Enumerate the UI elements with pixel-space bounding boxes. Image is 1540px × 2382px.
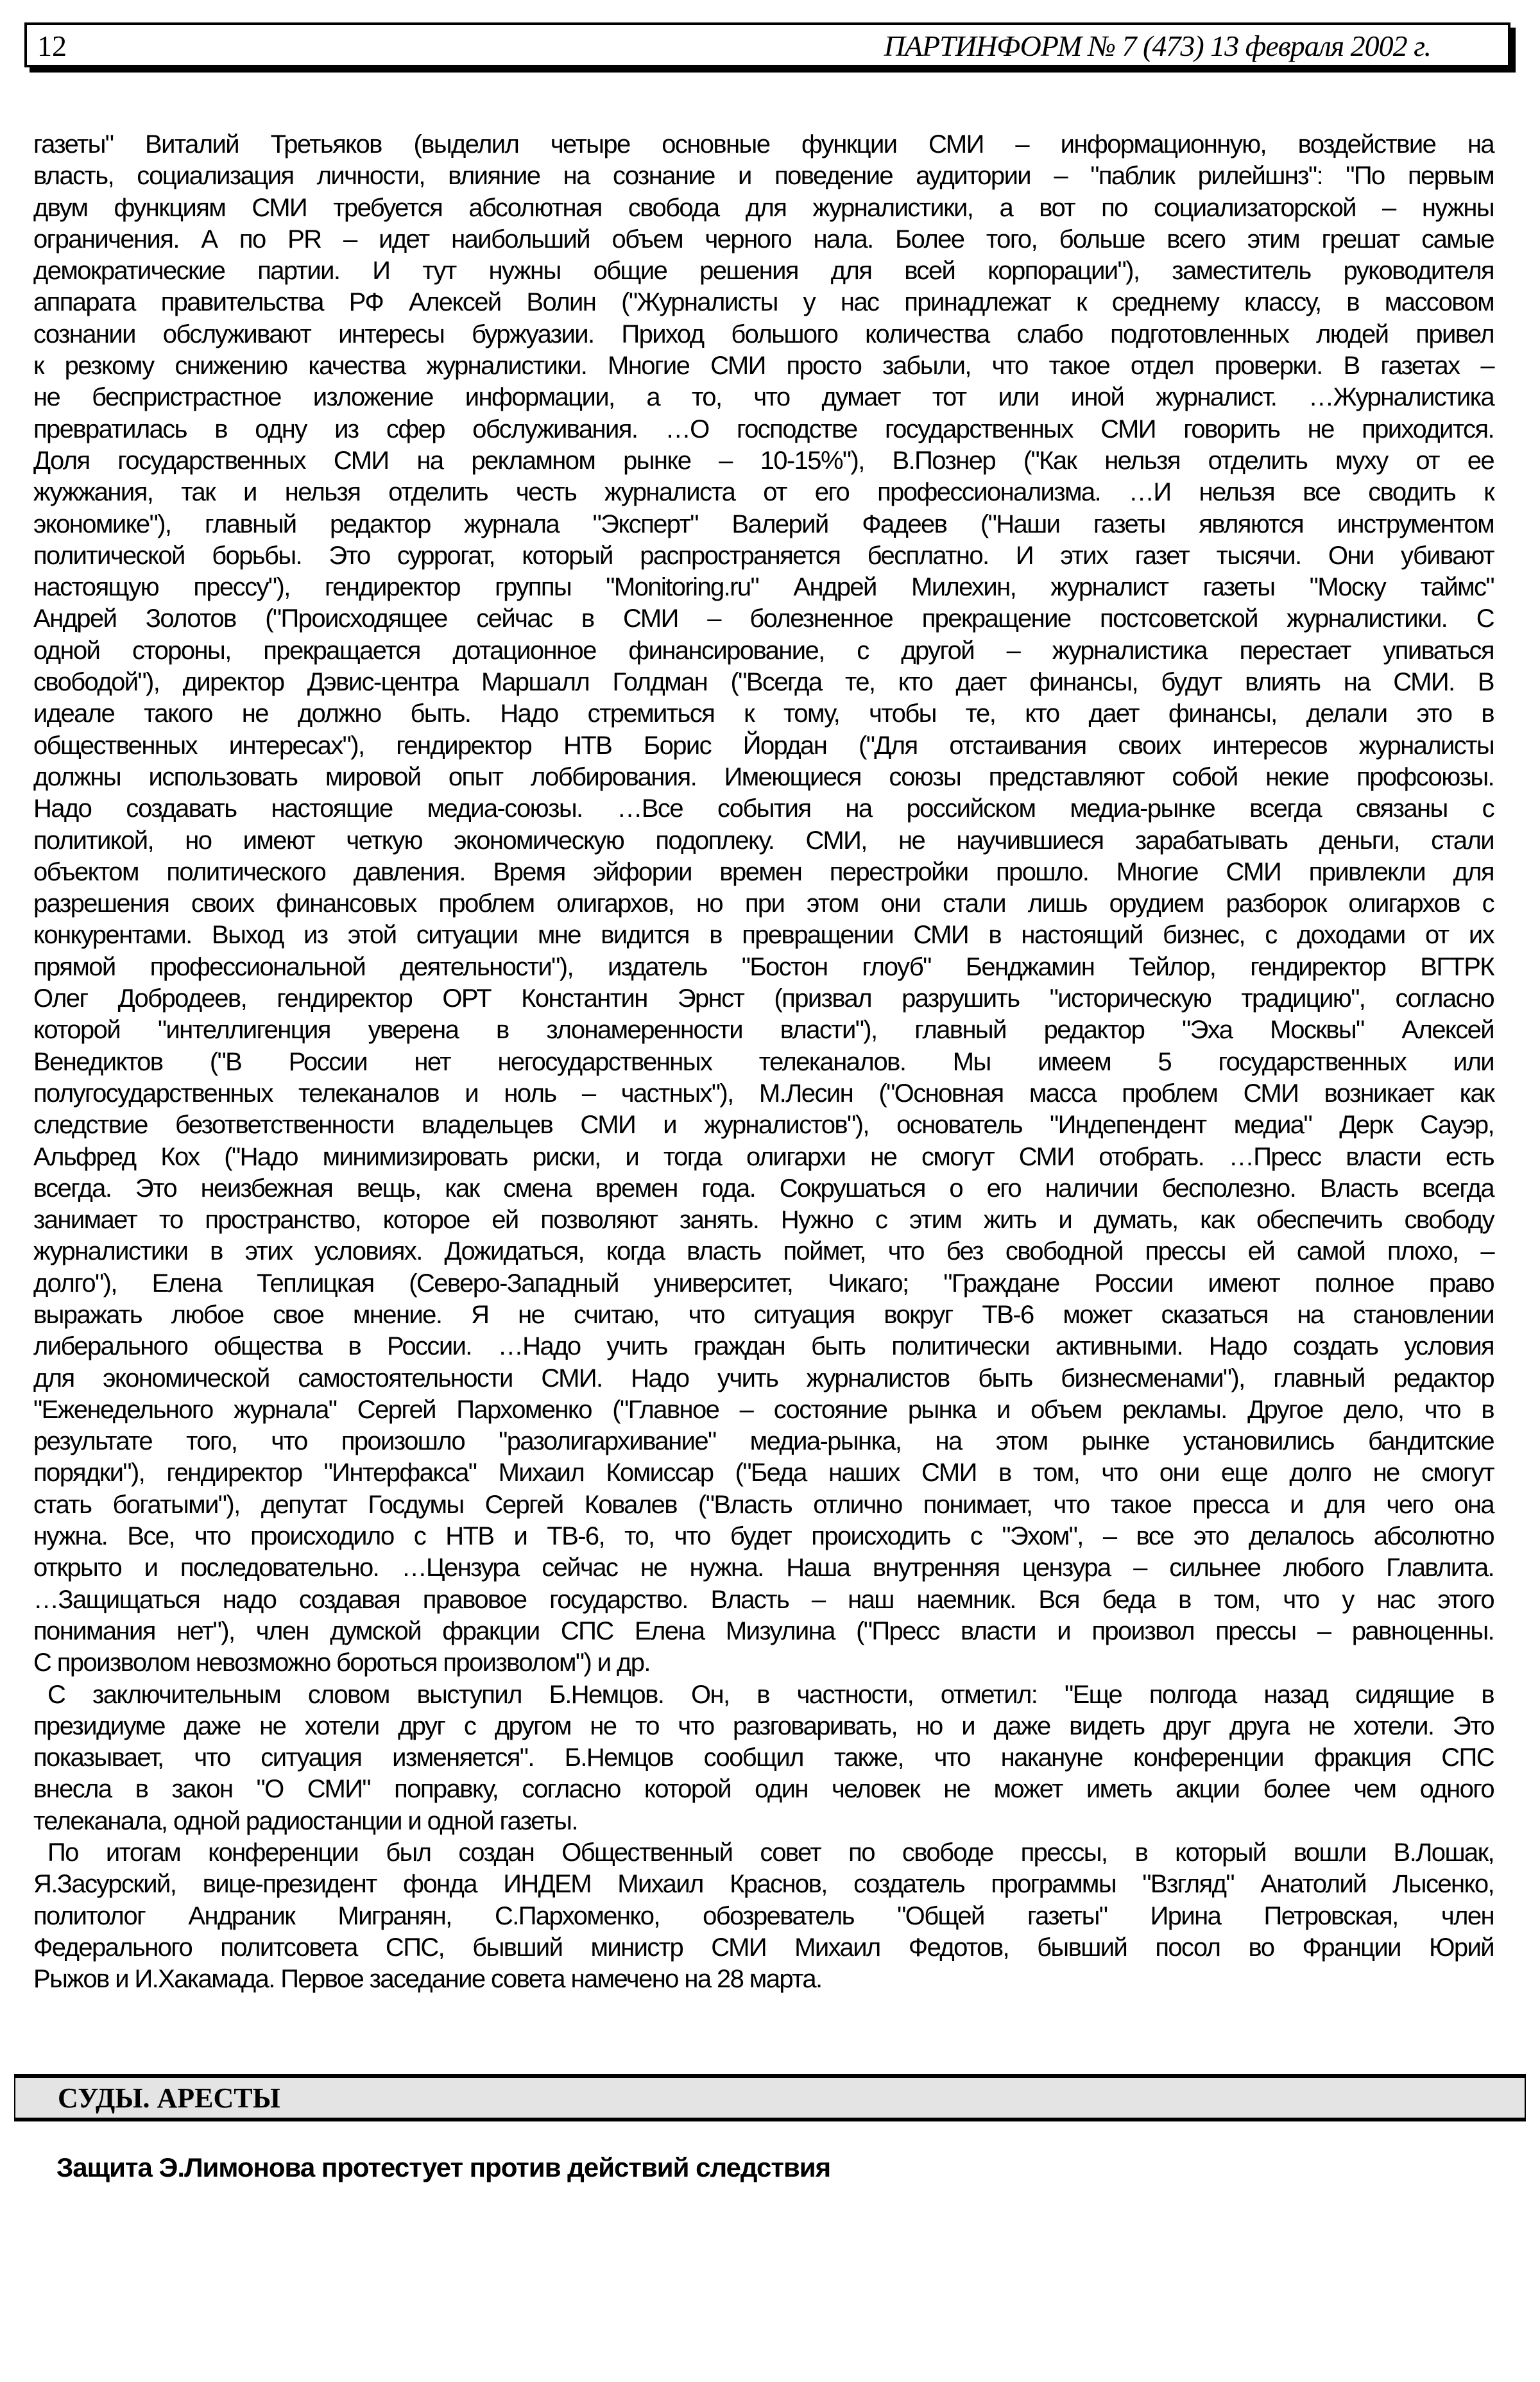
text-line: одной стороны, прекращается дотационное финансирование, с другой – журналистика перестает упиваться [33, 636, 1494, 665]
text-line: идеале такого не должно быть. Надо стремиться к тому, чтобы те, кто дает финансы, делали это в [33, 699, 1494, 728]
text-line: газеты" Виталий Третьяков (выделил четыре основные функции СМИ – информационную, воздействие на [33, 130, 1494, 159]
text-line: жужжания, так и нельзя отделить честь журналиста от его профессионализма. …И нельзя все сводить к [33, 478, 1494, 507]
text-line: для экономической самостоятельности СМИ. Надо учить журналистов быть бизнесменами"), главный редактор [33, 1364, 1494, 1392]
text-line: либерального общества в России. …Надо учить граждан быть политически активными. Надо создать условия [33, 1332, 1494, 1361]
text-line: ограничения. А по PR – идет наибольший объем черного нала. Более того, больше всего этим грешат самые [33, 225, 1494, 253]
text-line: превратилась в одну из сфер обслуживания. …О господстве государственных СМИ говорить не приходится. [33, 415, 1494, 443]
text-line: выражать любое свое мнение. Я не считаю, что ситуация вокруг ТВ-6 может сказаться на становлении [33, 1300, 1494, 1329]
text-line: президиуме даже не хотели друг с другом не то что разговаривать, но и даже видеть друг друга не хотели. Это [33, 1711, 1494, 1740]
text-line: …Защищаться надо создавая правовое государство. Власть – наш наемник. Вся беда в том, что у нас этого [33, 1585, 1494, 1614]
text-line: Андрей Золотов ("Происходящее сейчас в СМИ – болезненное прекращение постсоветской журналистики. С [33, 604, 1494, 633]
page-number: 12 [37, 30, 67, 62]
text-line: показывает, что ситуация изменяется". Б.Немцов сообщил также, что накануне конференции фракция СПС [33, 1744, 1494, 1772]
text-line: результате того, что произошло "разолигархивание" медиа-рынка, на этом рынке установились бандитские [33, 1427, 1494, 1456]
text-line: Надо создавать настоящие медиа-союзы. …Все события на российском медиа-рынке всегда связаны с [33, 794, 1494, 823]
text-line: политической борьбы. Это суррогат, который распространяется бесплатно. И этих газет тысячи. Они убивают [33, 541, 1494, 570]
text-line: занимает то пространство, которое ей позволяют занять. Нужно с этим жить и думать, как обеспечить свободу [33, 1206, 1494, 1235]
text-line: Рыжов и И.Хакамада. Первое заседание совета намечено на 28 марта. [33, 1965, 822, 1994]
text-line: порядки"), гендиректор "Интерфакса" Михаил Комиссар ("Беда наших СМИ в том, что они еще долго не смогут [33, 1459, 1494, 1487]
text-line: должны использовать мировой опыт лоббирования. Имеющиеся союзы представляют собой некие профсоюзы. [33, 762, 1494, 791]
text-line: власть, социализация личности, влияние на сознание и поведение аудитории – "паблик рилейшнз": "По первым [33, 162, 1494, 191]
text-line: Альфред Кох ("Надо минимизировать риски, и тогда олигархи не смогут СМИ отобрать. …Пресс власти есть [33, 1142, 1494, 1171]
text-line: к резкому снижению качества журналистики. Многие СМИ просто забыли, что такое отдел проверки. В газетах – [33, 352, 1494, 381]
text-line: С произволом невозможно бороться произволом") и др. [33, 1649, 650, 1677]
text-line: телеканала, одной радиостанции и одной газеты. [33, 1806, 578, 1835]
article-headline: Защита Э.Лимонова протестует против действий следствия [56, 2152, 831, 2182]
text-line: экономике"), главный редактор журнала "Эксперт" Валерий Фадеев ("Наши газеты являются инструментом [33, 510, 1494, 538]
text-line: политолог Андраник Мигранян, С.Пархоменко, обозреватель "Общей газеты" Ирина Петровская, член [33, 1901, 1494, 1930]
text-line: полугосударственных телеканалов и ноль – частных"), М.Лесин ("Основная масса проблем СМИ возникает как [33, 1079, 1494, 1108]
text-line: политикой, но имеют четкую экономическую подоплеку. СМИ, не научившиеся зарабатывать деньги, стали [33, 826, 1494, 855]
text-line: журналистики в этих условиях. Дожидаться, когда власть поймет, что без свободной прессы ей самой плохо, – [33, 1237, 1494, 1266]
text-line: открыто и последовательно. …Цензура сейчас не нужна. Наша внутренняя цензура – сильнее любого Главлита. [33, 1554, 1494, 1582]
text-line: сознании обслуживают интересы буржуазии. Приход большого количества слабо подготовленных людей привел [33, 320, 1494, 348]
text-line: стать богатыми"), депутат Госдумы Сергей Ковалев ("Власть отлично понимает, что такое пресса и для чего она [33, 1490, 1494, 1519]
text-line: С заключительным словом выступил Б.Немцов. Он, в частности, отметил: "Еще полгода назад сидящие в [47, 1680, 1494, 1709]
text-line: объектом политического давления. Время эйфории времен перестройки прошло. Многие СМИ привлекли для [33, 857, 1494, 886]
text-line: конкурентами. Выход из этой ситуации мне видится в превращении СМИ в настоящий бизнес, с доходами от их [33, 921, 1494, 950]
text-line: Венедиктов ("В России нет негосударственных телеканалов. Мы имеем 5 государственных или [33, 1047, 1494, 1076]
text-line: нужна. Все, что происходило с НТВ и ТВ-6, то, что будет происходить с "Эхом", – все это делалось абсолютно [33, 1522, 1494, 1551]
text-line: Доля государственных СМИ на рекламном рынке – 10-15%"), В.Познер ("Как нельзя отделить муху от ее [33, 446, 1494, 475]
text-line: всегда. Это неизбежная вещь, как смена времен года. Сокрушаться о его наличии бесполезно. Власть всегда [33, 1174, 1494, 1203]
text-line: свободой"), директор Дэвис-центра Маршалл Голдман ("Всегда те, кто дает финансы, будут влиять на СМИ. В [33, 668, 1494, 697]
text-line: "Еженедельного журнала" Сергей Пархоменко ("Главное – состояние рынка и объем рекламы. Другое дело, что в [33, 1395, 1494, 1424]
section-title: СУДЫ. АРЕСТЫ [58, 2082, 280, 2114]
text-line: настоящую прессу"), гендиректор группы "Monitoring.ru" Андрей Милехин, журналист газеты "Моску таймс" [33, 573, 1494, 602]
text-line: двум функциям СМИ требуется абсолютная свобода для журналистики, а вот по социализаторской – нужны [33, 193, 1494, 222]
text-line: демократические партии. И тут нужны общие решения для всей корпорации"), заместитель руководителя [33, 257, 1494, 286]
text-line: которой "интеллигенция уверена в злонамеренности власти"), главный редактор "Эха Москвы" Алексей [33, 1016, 1494, 1045]
section-header [14, 2074, 1526, 2121]
text-line: понимания нет"), член думской фракции СПС Елена Мизулина ("Пресс власти и произвол прессы – равноценны. [33, 1616, 1494, 1645]
page-header [24, 22, 1510, 67]
text-line: Я.Засурский, вице-президент фонда ИНДЕМ Михаил Краснов, создатель программы "Взгляд" Анатолий Лысенко, [33, 1870, 1494, 1899]
text-line: аппарата правительства РФ Алексей Волин ("Журналисты у нас принадлежат к среднему классу, в массовом [33, 288, 1494, 317]
text-line: общественных интересах"), гендиректор НТВ Борис Йордан ("Для отстаивания своих интересов журналисты [33, 731, 1494, 760]
text-line: внесла в закон "О СМИ" поправку, согласно которой один человек не может иметь акции более чем одного [33, 1775, 1494, 1804]
publication-title: ПАРТИНФОРМ № 7 (473) 13 февраля 2002 г. [884, 30, 1431, 62]
text-line: Федерального политсовета СПС, бывший министр СМИ Михаил Федотов, бывший посол во Франции Юрий [33, 1933, 1494, 1962]
text-line: Олег Добродеев, гендиректор ОРТ Константин Эрнст (призвал разрушить "историческую традицию", согласно [33, 984, 1494, 1013]
text-line: не беспристрастное изложение информации, а то, что думает тот или иной журналист. …Журналистика [33, 383, 1494, 412]
text-line: разрешения своих финансовых проблем олигархов, но при этом они стали лишь орудием разборок олигархов с [33, 889, 1494, 918]
text-line: прямой профессиональной деятельности"), издатель "Бостон глоуб" Бенджамин Тейлор, гендиректор ВГТРК [33, 952, 1494, 981]
text-line: долго"), Елена Теплицкая (Северо-Западный университет, Чикаго; "Граждане России имеют полное право [33, 1269, 1494, 1298]
article-body [33, 129, 1494, 1996]
text-line: следствие безответственности владельцев СМИ и журналистов"), основатель "Индепендент медиа" Дерк Сауэр, [33, 1111, 1494, 1140]
text-line: По итогам конференции был создан Общественный совет по свободе прессы, в который вошли В.Лошак, [47, 1838, 1494, 1867]
